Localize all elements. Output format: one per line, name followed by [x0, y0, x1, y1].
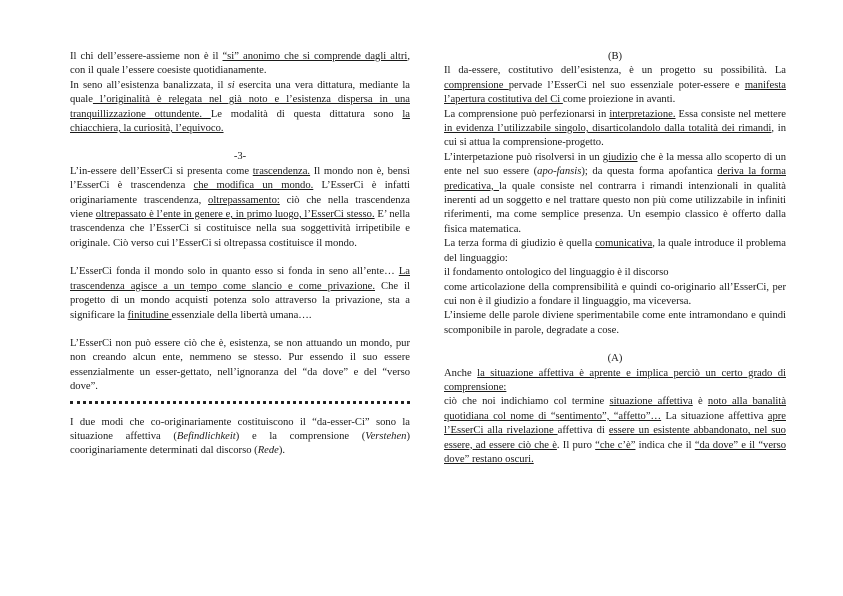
text-run: La situazione affettiva [661, 410, 768, 422]
spacer [70, 136, 410, 150]
paragraph [70, 50, 410, 79]
text-run: che è la messa allo scoperto di un ente nel suo essere ( [444, 151, 787, 178]
underlined-text: l’originalità è relegata nel già noto e l’esistenza dispersa in una tranquillizzazione ottundente. [70, 94, 410, 120]
text-run: Che il progetto di un mondo acquisti potenza solo attraverso la privazione, sta a significare la [70, 280, 410, 321]
text-run: indica che il [635, 439, 695, 451]
underlined-text: oltrepassamento: [208, 194, 280, 206]
underlined-text: in evidenza l’utilizzabile singolo, disarticolandolo dalla totalità dei rimandi [444, 123, 772, 135]
text-run: ) e la comprensione ( [235, 430, 366, 442]
text-run: ciò che noi indichiamo col termine [444, 396, 610, 408]
section-heading: -3- [233, 151, 247, 163]
spacer [70, 323, 410, 337]
underlined-text: deriva la forma predicativa, [444, 166, 786, 192]
text-run: L’EsserCi fonda il mondo solo in quanto esso si fonda in seno all’ente… [70, 266, 399, 278]
underlined-text: finitudine [127, 309, 172, 321]
paragraph [70, 416, 410, 459]
underlined-text: trascendenza. [252, 165, 311, 177]
text-run: come proiezione in avanti. [562, 94, 676, 106]
italic-text: Verstehen [365, 430, 407, 442]
text-run: la quale consiste nel contrarra i rimandi intenzionali in qualità inerenti ad un soggetto e nel trattare questo non più come utilizzabile in infiniti riferimenti, ma come semplice presenza. Un esempio classico è offerto dalla fisica matematica. [444, 180, 786, 235]
text-run: il fondamento ontologico del linguaggio è il discorso [444, 267, 669, 279]
paragraph [444, 367, 786, 396]
text-run: ); da questa forma apofantica [581, 166, 718, 178]
text-run: , in cui si attua la comprensione-progetto. [444, 123, 786, 149]
italic-text: Rede [257, 445, 279, 457]
text-run: , la quale introduce il problema del linguaggio: [444, 238, 786, 264]
paragraph [444, 108, 786, 151]
text-run: L’EsserCi non può essere ciò che è, esistenza, se non attuando un mondo, pur non creando alcun ente, nemmeno se stesso. Pur essendo il suo essere essenzialmente un esser-gettato, nell’ignoranza del “da dove” e del “verso dove”. [70, 337, 410, 393]
text-run: . Il puro [556, 439, 596, 451]
text-run: La terza forma di giudizio è quella [444, 238, 596, 250]
section-heading: (A) [607, 353, 623, 365]
underlined-text: interpretazione. [609, 108, 676, 120]
text-run: Il mondo non è, bensì l’EsserCi è trascendenza [70, 165, 410, 192]
underlined-text: giudizio [602, 151, 638, 163]
text-run: E’ nella trascendenza che l’EsserCi si costituisce nella sua soggettività irripetibile e originale. Ciò verso cui l’EsserCi si oltrepassa costituisce il mondo. [70, 209, 410, 249]
text-run: come articolazione della comprensibilità e quindi co-originario all’EsserCi, per cui non è il giudizio a fondare il linguaggio, ma viceversa. [444, 281, 786, 307]
text-run: è [692, 396, 708, 408]
text-run: In seno all’esistenza banalizzata, il [70, 79, 228, 91]
underlined-text: noto alla banalità quotidiana col nome di “sentimento”, “affetto”… [444, 396, 787, 422]
underlined-text: oltrepassato è l’ente in genere e, in primo luogo, l’EsserCi stesso. [95, 209, 375, 221]
underlined-text: “si” anonimo che si comprende dagli altri [222, 51, 408, 62]
underlined-text: la situazione affettiva è aprente e implica perciò un certo grado di comprensione: [444, 367, 786, 393]
paragraph [444, 395, 786, 467]
dotted-separator [70, 401, 410, 404]
paragraph [444, 64, 786, 107]
text-run: ciò che nella trascendenza viene [70, 194, 410, 221]
text-run: Il chi dell’essere-assieme non è il [70, 51, 223, 62]
underlined-text: “che c’è” [595, 439, 636, 451]
text-run: L’insieme delle parole diviene sperimentabile come ente intramondano e quindi scomponibile in parole, degradate a cose. [444, 310, 786, 336]
left-column [70, 50, 410, 459]
text-run: essenziale della libertà umana…. [171, 309, 312, 321]
paragraph [444, 151, 786, 237]
section-heading: (B) [607, 51, 623, 62]
text-run: ). [278, 445, 286, 457]
text-run: Le modalità di questa dittatura sono [210, 108, 403, 120]
spacer [444, 338, 786, 352]
text-run: pervade l’EsserCi nel suo essenziale poter-essere e [508, 79, 745, 91]
text-run: I due modi che co-originariamente costituiscono il “da-esser-Ci” sono la situazione affettiva ( [70, 416, 410, 442]
text-run: esercita una vera dittatura, mediante la quale [70, 79, 410, 106]
underlined-text: apre l’EsserCi alla rivelazione [444, 410, 786, 437]
text-run: L’EsserCi è infatti originariamente trascendenza, [70, 180, 410, 206]
underlined-text: manifesta l’apertura costitutiva del Ci [444, 79, 786, 106]
text-run: L’in-essere dell’EsserCi si presenta come [70, 165, 253, 177]
paragraph [70, 165, 410, 251]
paragraph [70, 337, 410, 395]
paragraph [444, 281, 786, 310]
underlined-text: “da dove” e il “verso dove” restano oscuri. [444, 439, 787, 465]
italic-text: si [227, 79, 235, 91]
text-run: ) cooriginariamente determinati dal discorso ( [70, 430, 410, 457]
underlined-text: situazione affettiva [609, 396, 693, 408]
underlined-text: La trascendenza agisce a un tempo come slancio e come privazione. [70, 266, 410, 292]
underlined-text: comprensione [444, 79, 509, 91]
spacer [70, 251, 410, 265]
underlined-text: comunicativa [595, 238, 653, 250]
paragraph [444, 266, 786, 280]
italic-text: apo-fansis [537, 166, 582, 178]
text-run: Essa consiste nel mettere [675, 108, 786, 120]
text-run: La comprensione può perfezionarsi in [444, 108, 610, 120]
paragraph [444, 309, 786, 338]
paragraph [70, 265, 410, 323]
underlined-text: la chiacchiera, la curiosità, l’equivoco. [70, 108, 410, 135]
text-run: Il da-essere, costitutivo dell’esistenza, è un progetto su possibilità. La [444, 65, 786, 77]
text-run: , con il quale l’essere coesiste quotidianamente. [70, 51, 410, 77]
underlined-text: che modifica un mondo. [193, 180, 314, 192]
text-run: L’interpetazione può risolversi in un [444, 151, 603, 163]
italic-text: Befindlichkeit [176, 430, 236, 442]
text-run: Anche [444, 367, 478, 379]
right-column [444, 50, 786, 467]
paragraph [444, 237, 786, 266]
paragraph [70, 79, 410, 137]
underlined-text: essere un esistente abbandonato, nel suo essere, ad essere ciò che è [444, 425, 786, 451]
text-run: affettiva di [557, 425, 609, 437]
